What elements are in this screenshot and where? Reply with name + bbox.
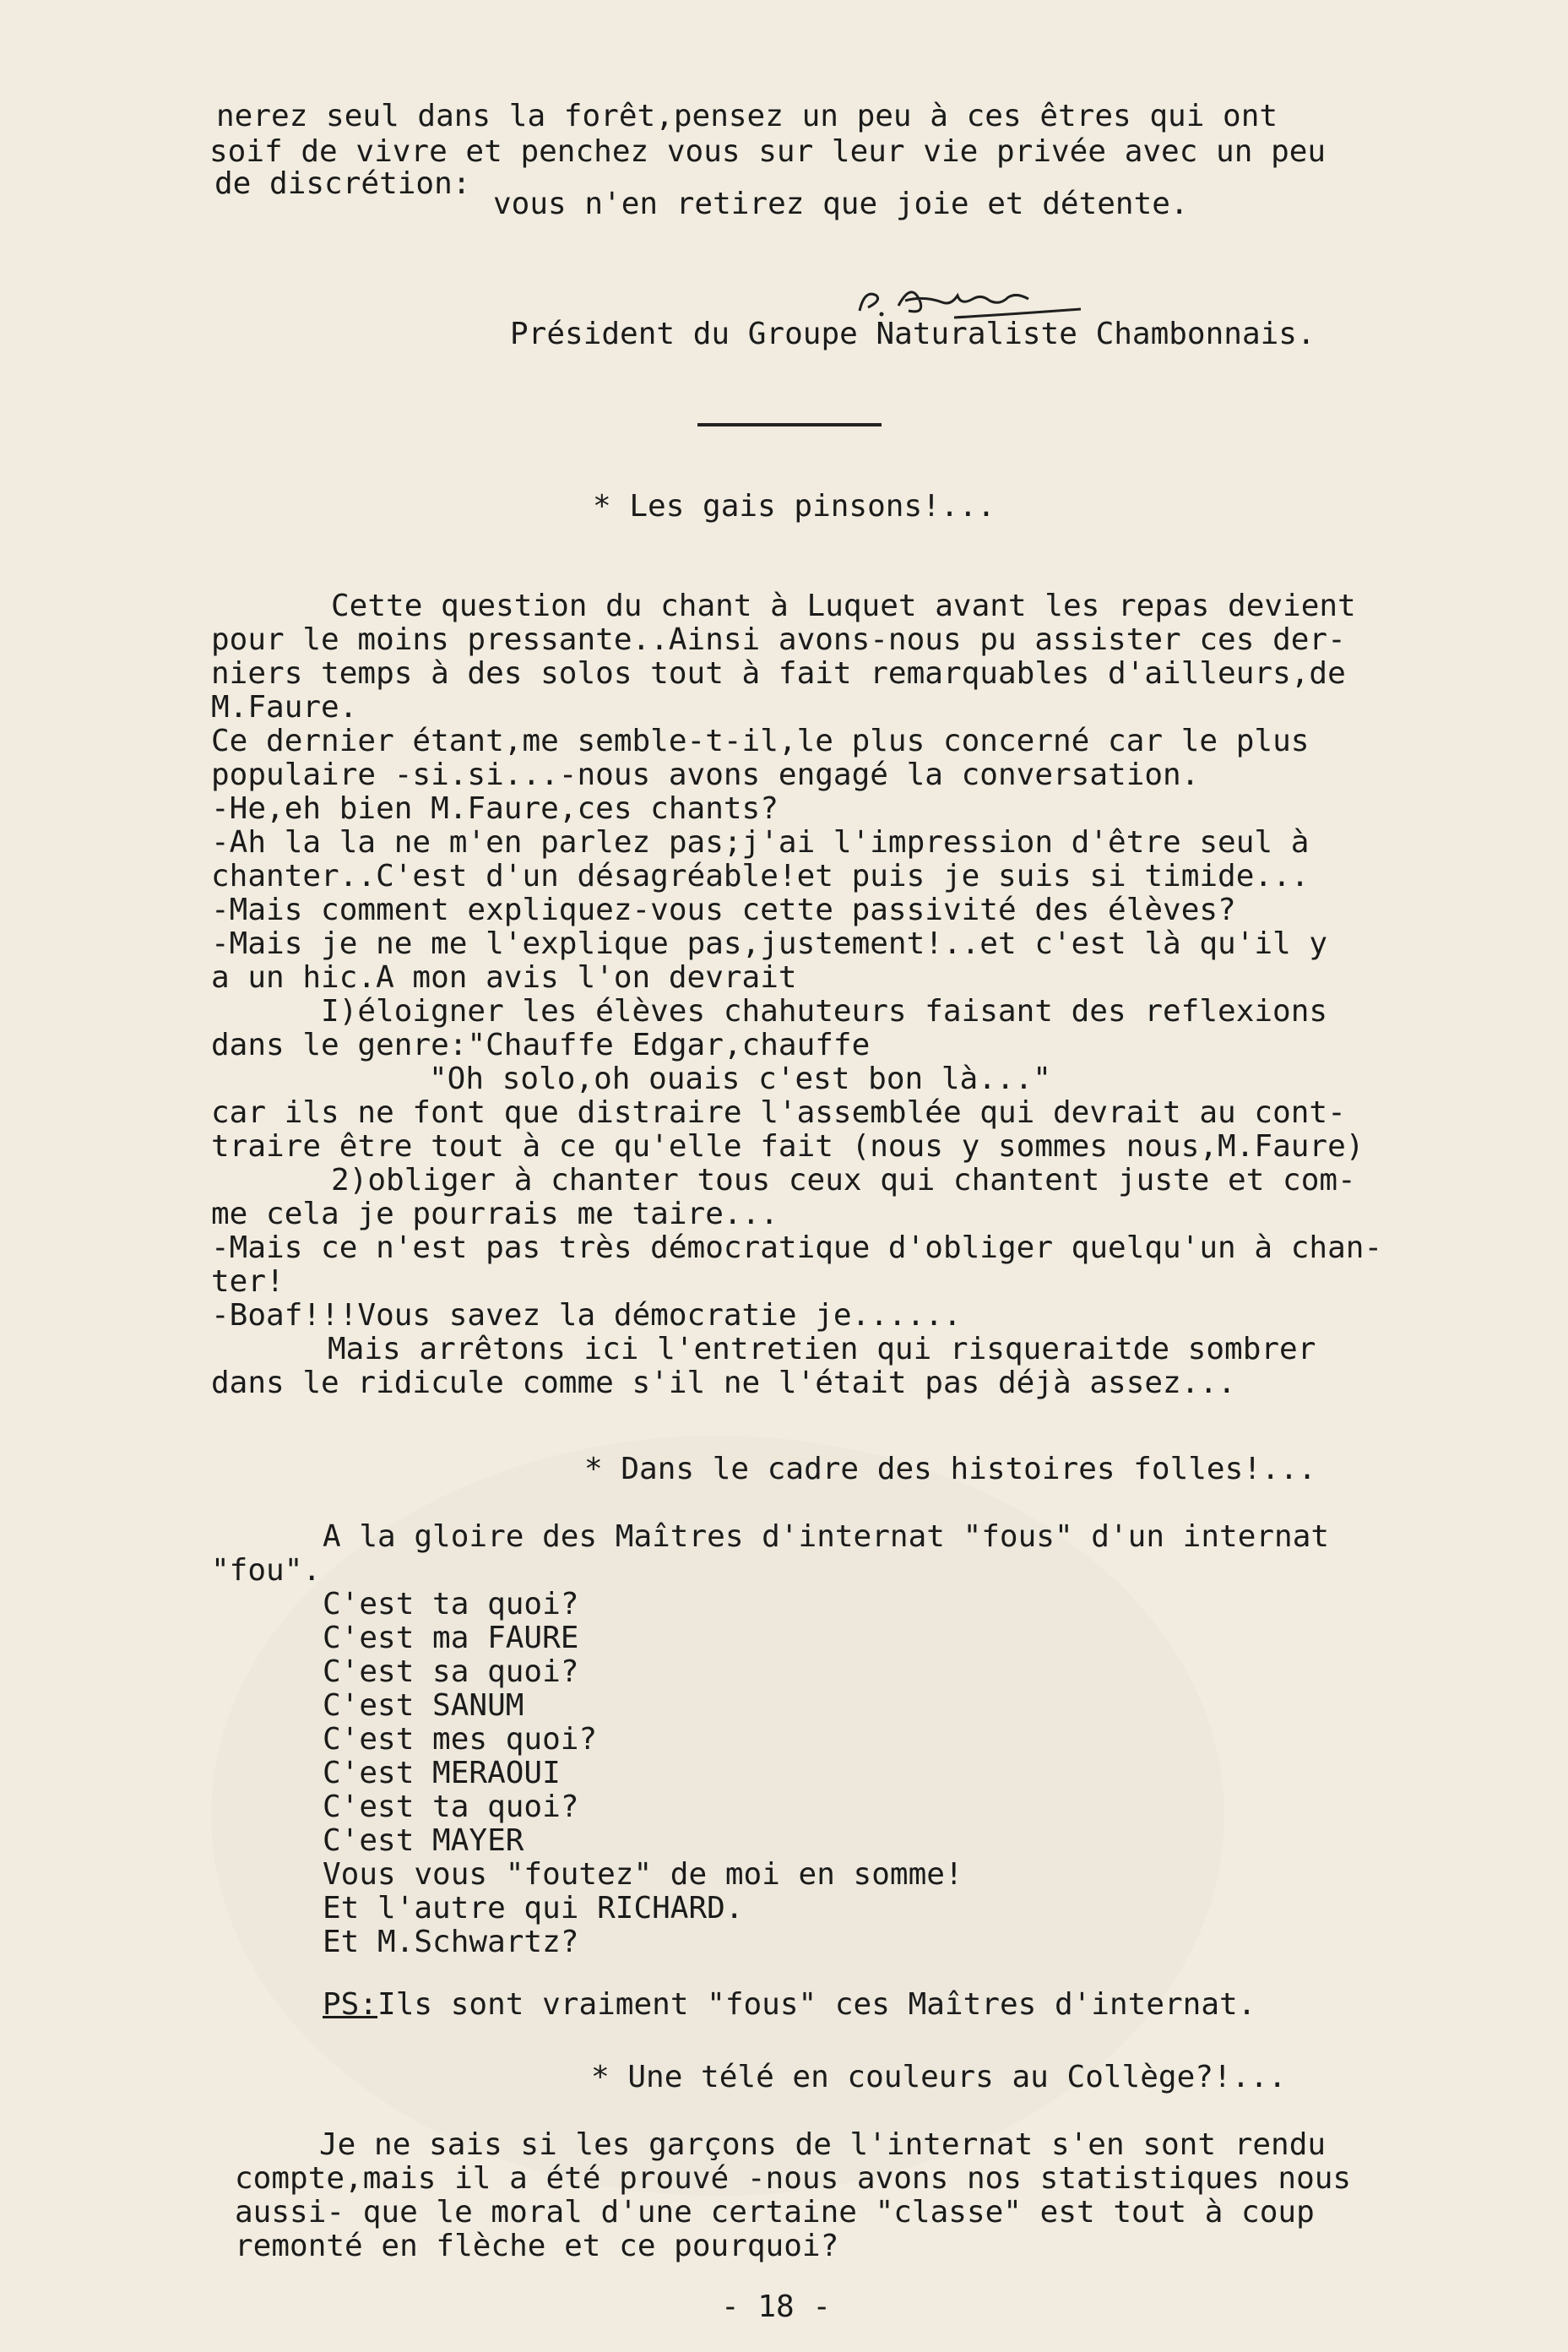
- text-line: remonté en flèche et ce pourquoi?: [235, 2229, 839, 2263]
- text-line: C'est ta quoi?: [323, 1790, 579, 1824]
- section-heading: * Une télé en couleurs au Collège?!...: [591, 2060, 1287, 2094]
- text-line: C'est mes quoi?: [323, 1722, 598, 1757]
- text-line: soif de vivre et penchez vous sur leur vie privée avec un peu: [209, 134, 1327, 169]
- text-line: C'est ta quoi?: [323, 1587, 579, 1621]
- text-line: nerez seul dans la forêt,pensez un peu à ces êtres qui ont: [216, 99, 1278, 133]
- text-line: Et M.Schwartz?: [323, 1925, 579, 1959]
- section-heading: * Dans le cadre des histoires folles!...: [584, 1452, 1316, 1486]
- text-line: Cette question du chant à Luquet avant les repas devient: [331, 589, 1356, 623]
- text-line: populaire -si.si...-nous avons engagé la conversation.: [211, 758, 1200, 792]
- text-line: -Mais je ne me l'explique pas,justement!..et c'est là qu'il y: [211, 926, 1328, 961]
- text-line: "fou".: [211, 1553, 322, 1588]
- section-heading: * Les gais pinsons!...: [593, 489, 996, 524]
- text-line: C'est ma FAURE: [323, 1621, 579, 1655]
- text-line: car ils ne font que distraire l'assemblée qui devrait au cont-: [211, 1095, 1346, 1130]
- text-line: pour le moins pressante..Ainsi avons-nous pu assister ces der-: [211, 622, 1346, 657]
- text-line: me cela je pourrais me taire...: [211, 1197, 779, 1231]
- text-line: -Boaf!!!Vous savez la démocratie je......: [211, 1298, 962, 1333]
- separator-rule: [697, 423, 882, 426]
- text-line: traire être tout à ce qu'elle fait (nous y sommes nous,M.Faure): [211, 1129, 1365, 1164]
- text-line: ter!: [211, 1264, 285, 1299]
- text-line: Ce dernier étant,me semble-t-il,le plus concerné car le plus: [211, 724, 1310, 758]
- text-line: niers temps à des solos tout à fait remarquables d'ailleurs,de: [211, 656, 1346, 691]
- text-line: "Oh solo,oh ouais c'est bon là...": [429, 1062, 1051, 1096]
- text-line: chanter..C'est d'un désagréable!et puis je suis si timide...: [211, 859, 1310, 894]
- text-line: I)éloigner les élèves chahuteurs faisant des reflexions: [321, 994, 1328, 1029]
- text-line: -Ah la la ne m'en parlez pas;j'ai l'impression d'être seul à: [211, 825, 1310, 860]
- text-line: Vous vous "foutez" de moi en somme!: [323, 1857, 963, 1892]
- text-line: Et l'autre qui RICHARD.: [323, 1891, 744, 1926]
- text-line: M.Faure.: [211, 690, 358, 725]
- text-line: aussi- que le moral d'une certaine "classe" est tout à coup: [235, 2195, 1315, 2230]
- text-line: de discrétion:: [214, 166, 471, 201]
- text-line: -Mais ce n'est pas très démocratique d'obliger quelqu'un à chan-: [211, 1230, 1383, 1265]
- signature-title: Président du Groupe Naturaliste Chambonnais.: [510, 317, 1316, 351]
- text-line: 2)obliger à chanter tous ceux qui chantent juste et com-: [331, 1163, 1356, 1198]
- text-line: A la gloire des Maîtres d'internat "fous" d'un internat: [323, 1519, 1330, 1554]
- text-line: -He,eh bien M.Faure,ces chants?: [211, 791, 779, 826]
- text-line: C'est SANUM: [323, 1688, 524, 1723]
- text-line: C'est MERAOUI: [323, 1756, 561, 1790]
- text-line: Je ne sais si les garçons de l'internat s'en sont rendu: [319, 2127, 1327, 2162]
- text-line: compte,mais il a été prouvé -nous avons nos statistiques nous: [235, 2161, 1352, 2196]
- text-line: C'est sa quoi?: [323, 1654, 579, 1689]
- text-line: -Mais comment expliquez-vous cette passivité des élèves?: [211, 893, 1236, 927]
- text-line: vous n'en retirez que joie et détente.: [493, 187, 1189, 221]
- text-line: C'est MAYER: [323, 1823, 524, 1858]
- text-line: a un hic.A mon avis l'on devrait: [211, 960, 797, 995]
- postscript-text: Ils sont vraiment "fous" ces Maîtres d'internat.: [377, 1987, 1256, 2022]
- text-line: Mais arrêtons ici l'entretien qui risqueraitde sombrer: [328, 1332, 1316, 1366]
- text-line: dans le genre:"Chauffe Edgar,chauffe: [211, 1028, 871, 1062]
- page-number: - 18 -: [721, 2290, 832, 2324]
- text-line: dans le ridicule comme s'il ne l'était pas déjà assez...: [211, 1366, 1236, 1400]
- handwritten-signature: [743, 243, 1030, 297]
- postscript: [323, 1988, 1256, 2022]
- postscript-label: PS:: [323, 1987, 378, 2022]
